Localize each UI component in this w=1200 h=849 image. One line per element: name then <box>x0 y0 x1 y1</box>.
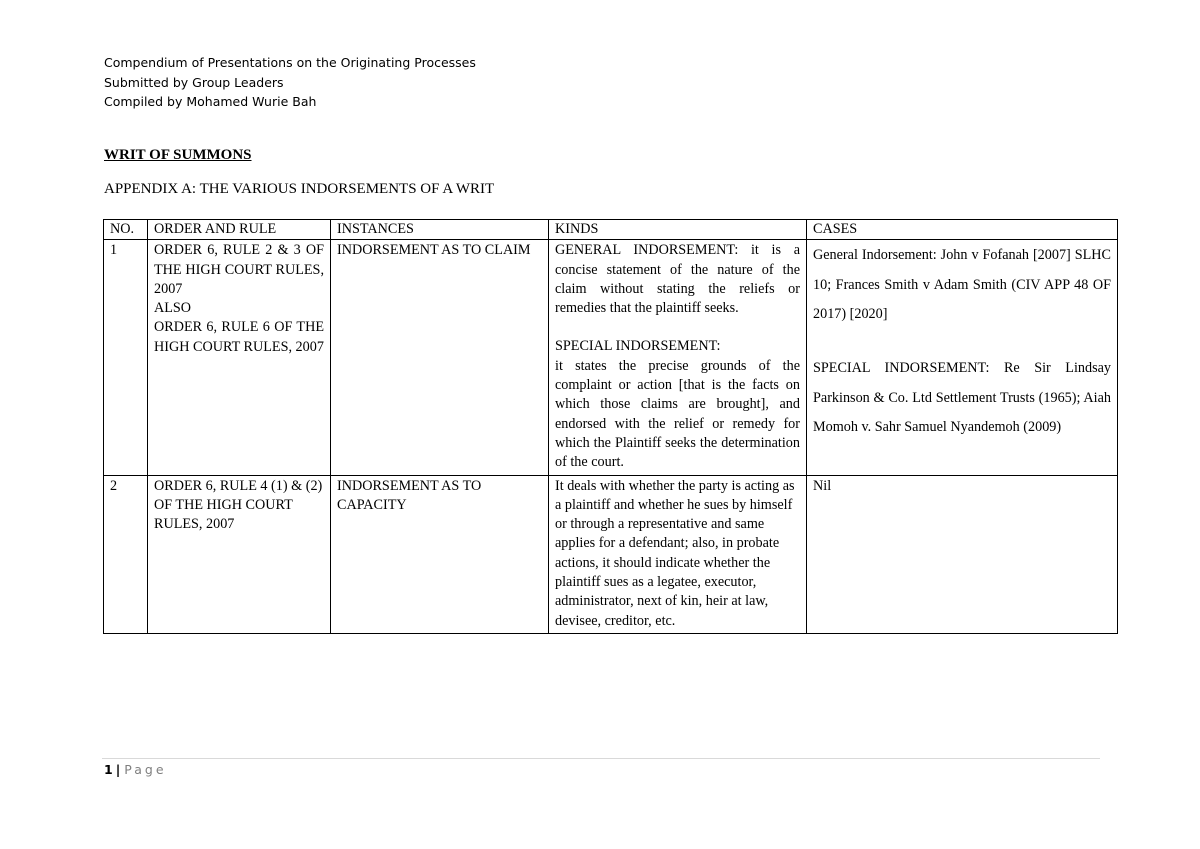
table-row <box>104 240 1118 475</box>
row-cases <box>807 240 1118 475</box>
page-footer <box>104 762 167 777</box>
order-rule-text: ORDER 6, RULE 6 OF THE HIGH COURT RULES, 2007 <box>154 319 324 355</box>
appendix-subtitle: APPENDIX A: THE VARIOUS INDORSEMENTS OF A WRIT <box>104 181 495 197</box>
document-header <box>104 53 476 112</box>
cases-special: SPECIAL INDORSEMENT: Re Sir Lindsay Parkinson & Co. Ltd Settlement Trusts (1965); Aiah Momoh v. Sahr Samuel Nyandemoh (2009) <box>813 360 1111 436</box>
row-number: 1 <box>104 240 148 475</box>
header-line-compiled: Compiled by Mohamed Wurie Bah <box>104 94 317 109</box>
header-no: NO. <box>104 220 148 240</box>
header-kinds: KINDS <box>549 220 807 240</box>
cases-general: General Indorsement: John v Fofanah [2007] SLHC 10; Frances Smith v Adam Smith (CIV APP 48 OF 2017) [2020] <box>813 247 1111 323</box>
row-kinds: It deals with whether the party is acting as a plaintiff and whether he sues by himself or through a representative and same applies for a defendant; also, in probate actions, it should indicate whether the plaintiff sues as a legatee, executor, administrator, next of kin, heir at law, devisee, creditor, etc. <box>549 475 807 633</box>
header-order-rule: ORDER AND RULE <box>148 220 331 240</box>
table-header-row <box>104 220 1118 240</box>
row-instance: INDORSEMENT AS TO CAPACITY <box>331 475 549 633</box>
row-order-rule <box>148 240 331 475</box>
indorsements-table <box>103 219 1118 634</box>
page-label: Page <box>124 762 167 777</box>
footer-divider <box>102 758 1100 759</box>
order-rule-text: ORDER 6, RULE 2 & 3 OF THE HIGH COURT RULES, 2007 <box>154 242 324 297</box>
page-title: WRIT OF SUMMONS <box>104 147 252 163</box>
page-separator: | <box>115 762 121 777</box>
row-order-rule: ORDER 6, RULE 4 (1) & (2) OF THE HIGH COURT RULES, 2007 <box>148 475 331 633</box>
header-instances: INSTANCES <box>331 220 549 240</box>
row-number: 2 <box>104 475 148 633</box>
kind-general: GENERAL INDORSEMENT: it is a concise statement of the nature of the claim without stating the reliefs or remedies that the plaintiff seeks. <box>555 242 800 317</box>
kind-special-heading: SPECIAL INDORSEMENT: <box>555 338 721 355</box>
row-cases: Nil <box>807 475 1118 633</box>
table-row <box>104 475 1118 633</box>
kind-special: it states the precise grounds of the complaint or action [that is the facts on which those claims are brought], and endorsed with the relief or remedy for which the Plaintiff seeks the determination of the court. <box>555 357 800 471</box>
header-line-submitted: Submitted by Group Leaders <box>104 74 284 90</box>
header-line-title: Compendium of Presentations on the Originating Processes <box>104 55 476 70</box>
row-kinds <box>549 240 807 475</box>
page-number: 1 <box>104 762 113 777</box>
header-cases: CASES <box>807 220 1118 240</box>
order-rule-also: ALSO <box>154 300 192 317</box>
row-instance: INDORSEMENT AS TO CLAIM <box>331 240 549 475</box>
